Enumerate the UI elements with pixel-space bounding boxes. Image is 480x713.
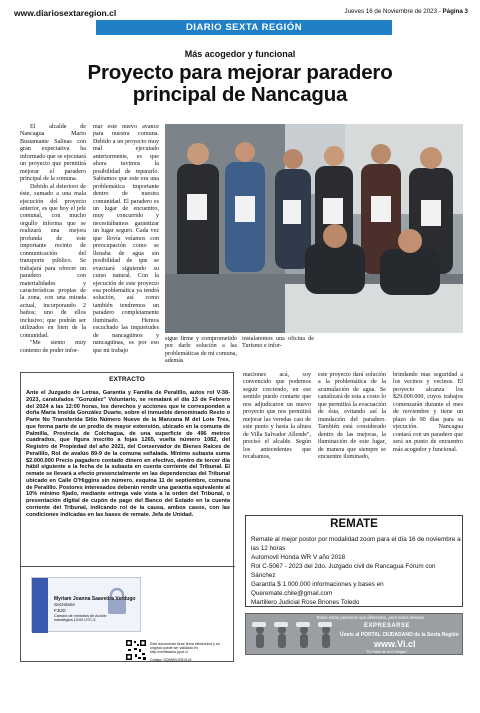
- paragraph: Debido al deterioro de éste, sumado a una mala ejecución del proyecto anterior, es que hoy el jefe comunal, con mucho orgullo informa que se realizará una mejora profunda de este importante recinto de conmunicación del transporte público. Se trabajará para ofrecer un paradero con materialidades y características propias de la zona, con una mirada actual, incorporando 2 baños; uno de ellos inclusivo; que podrán ser utilizados en bien de la comunidad.: [20, 183, 86, 339]
- article-column-4: [318, 372, 386, 461]
- paragraph: instalaremos una oficina de Turismo e infor-: [242, 336, 314, 350]
- remate-line: Remate al mejor postor por modalidad zoom para el día 16 de noviembre a las 12 horas: [251, 536, 461, 552]
- ad-tagline: Todos estas personas son diferentes, pero todos desean: [316, 615, 425, 620]
- article-column-2: [93, 124, 159, 355]
- article-headline: [20, 62, 460, 106]
- remate-line: Rol C-5067 - 2023 del 2do. Juzgado civil de Rancagua Fórum con Sánchez: [251, 563, 436, 579]
- paragraph: este proyecto dará solución a la problemática de la acumulación de agua. Se canalizará de esta a costo lo que permitirá la evacuación de ésta, evitando así la inundación del paradero. También está considerado dentro de las mejoras, la iluminación de este lugar, de manera que siempre se encuentre iluminado,: [318, 372, 386, 460]
- qr-validation-text: Este documento tiene firma electrónica y su original puede ser validado en http://verificadoc.pjud.cl: [150, 642, 220, 655]
- headline-line-2: principal de Nancagua: [132, 83, 348, 106]
- officials-photo-image: [165, 124, 463, 333]
- ad-brand: EXPRESARSE: [364, 623, 411, 629]
- paragraph: maciones acá, soy convencido que podemos seguir creciendo, en ese sentido puedo contarte que nos adjudicaron un nuevo proyecto que nos permitirá mejorar las veredas casi de este punto y hasta la altura de Villa Salvador Allende", precisó el alcalde. Según los antecedentes que recabamos,: [243, 372, 311, 460]
- section-banner: DIARIO SEXTA REGIÓN: [96, 20, 392, 35]
- remate-title: REMATE: [330, 518, 378, 530]
- qr-caption: [150, 642, 232, 662]
- ad-subtitle: Únete al PORTAL CIUDADANO de la Sexta Región: [340, 632, 459, 638]
- extracto-notice: [20, 372, 234, 662]
- remate-line: Garantía $ 1.000.000 informaciones y bases en: [251, 581, 384, 588]
- extracto-body: Ante el Juzgado de Letras, Garantía y Familia de Peralillo, autos rol V-38-2023, caratulados "González" Voluntario, se rematará el día 13 de Febrero del 2024 a las 12:00 horas, los derechos y acciones que le corresponden a doña María Imelda González Duarte, sobre el inmueble denominado Resto o Parte No Transferida Sitio Número Nueve de la Manzana M del Lote Tres, que forma parte de un predio de mayor extensión, ubicado en la comuna de Palmilla, Provincia de Colchagua, de una superficie de 496 metros cuadrados, que figura inscrito a fojas 1265, vuelta número 1082, del Registro de Propiedad del año 2021, del Conservador de Bienes Raíces de Peralillo, Rol de avalúo 89-9 de la comuna señalada. Mínimo subasta suma $2.000.000 Precio pagadero contado dinero en efectivo, dentro de tercer día hábil siguiente a la fecha de la subasta en cuenta corriente del Tribunal. El remate se llevará a efecto presencialmente en las dependencias del Tribunal ubicado en Calle O'Higgins sin número, esquina 11 de septiembre, comuna de Peralillo. Postores interesados deberán rendir una garantía equivalente al 10% mínimo fijado, mediante entrega vale vista a la orden del Tribunal, o presentación digital de cupón de pago del Banco del Estado en la cuenta corriente del Tribunal, indicando rol de la causa, ambos casos, con las condiciones indicadas en las bases de remate. Jefa de Unidad.: [26, 390, 230, 518]
- remate-notice: [245, 515, 463, 607]
- article-photo: [165, 124, 463, 333]
- signature-badge-icon: [32, 578, 48, 633]
- article-kicker: Más acogedor y funcional: [184, 49, 296, 59]
- ad-footer: "El Portal de la VI Región": [366, 650, 408, 654]
- date-text: Jueves 16 de Noviembre de 2023 -: [344, 8, 441, 15]
- article-column-3: [243, 372, 311, 461]
- article-column-4-top: [242, 336, 314, 351]
- paragraph: mar este nuevo avance para nuestra comuna. Debido a un proyecto muy mal ejecutado anteriormente, es que ahora tuvimos la posibilidad de repararlo. Sabiamos que este era una problemática importante dentro de nuestra comunidad. El paradero es un lugar de encuentro, muy concurrido y necesitábamos garantizar un lugar seguro. Cada vez que llovía veíamos con preocupación como se llenaba de agua sin posibilidad de que se evacuará siguiendo su curso natural. Con la ejecución de este proyecto esa problemática ya tendrá solución, así como también tendremos un paradero completamente iluminado. Hemos escuchado las inquietudes de nancagüinos y nancagüinas, es por eso que mi trabajo: [93, 124, 159, 354]
- electronic-signature: [31, 577, 141, 632]
- remate-body: [251, 535, 461, 607]
- article-column-5: [393, 372, 463, 454]
- extracto-title: EXTRACTO: [109, 376, 145, 383]
- signature-block: [21, 566, 235, 662]
- paragraph: El alcalde de Nancagua Mario Bustamante Salinas con gran expectativa ha informado que se ejecutará un proyecto que permitirá mejorar el paradero principal de la comuna.: [20, 124, 86, 183]
- remate-line: Queremate.chile@gmail.com: [251, 590, 333, 597]
- article-column-1: [20, 124, 86, 355]
- signer-name: Myriam Joanna Saavedra Verdugo: [54, 596, 136, 602]
- article-column-3-top: [165, 336, 237, 366]
- issue-date: [345, 8, 469, 15]
- paragraph: "Me siento muy contento de poder infor-: [20, 340, 86, 354]
- remate-line: Automovil Honda WR V año 2018: [251, 554, 346, 561]
- signer-court: FJUD: [54, 608, 66, 613]
- signer-note: Cámara de ministros de Acción estratégica 13:00 UTC-3: [54, 614, 107, 623]
- headline-line-1: Proyecto para mejorar paradero: [87, 61, 393, 84]
- site-url: www.diariosextaregion.cl: [14, 8, 117, 18]
- ad-url[interactable]: www.Vi.cl: [374, 639, 416, 649]
- remate-line: Martillero Judicial Rose Briones Toledo: [251, 599, 360, 606]
- page-number: Página 3: [442, 8, 468, 15]
- paragraph: brindando mas seguridad a los vecinos y vecinos. El proyecto alcanza los $29.000.000, cuyos trabajos comenzarán durante el mes de noviembre y tiene un plazo de 90 días para su ejecución. Nancagua contará con un paradero que será un punto de encuentro más acogedor y funcional.: [393, 372, 463, 453]
- portal-advertisement[interactable]: [245, 613, 463, 655]
- qr-document-code: Código: SQMWVJSEXLM: [150, 657, 192, 662]
- paragraph: sigue firme y comprometido por darle solución a las problemáticas de mi comuna, además: [165, 336, 237, 365]
- signer-role: Secretario: [54, 602, 75, 607]
- qr-code-icon: [125, 639, 147, 661]
